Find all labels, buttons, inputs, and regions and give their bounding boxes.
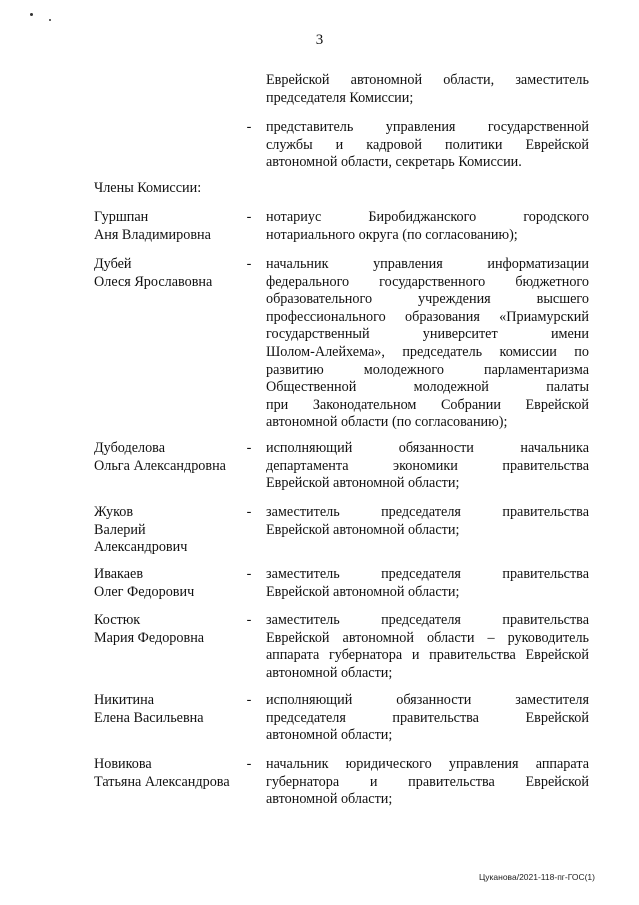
scan-artifact-dot bbox=[30, 13, 33, 16]
entry-dash: - bbox=[246, 504, 252, 520]
entry-dash: - bbox=[246, 756, 252, 772]
member-name: Костюк Мария Федоровна bbox=[94, 612, 205, 646]
member-position: начальник юридического управления аппарата губернатора и правительства Еврейской автономной области; bbox=[266, 756, 589, 808]
page-number: 3 bbox=[315, 32, 324, 48]
member-name: Дубей Олеся Ярославовна bbox=[94, 256, 213, 290]
member-name: Никитина Елена Васильевна bbox=[94, 692, 204, 726]
member-name: Ивакаев Олег Федорович bbox=[94, 566, 195, 600]
scan-artifact-dot bbox=[49, 19, 51, 21]
member-position: заместитель председателя правительства Еврейской автономной области; bbox=[266, 566, 589, 600]
entry-dash: - bbox=[246, 692, 252, 708]
member-position: заместитель председателя правительства Еврейской автономной области; bbox=[266, 504, 589, 538]
member-name: Гуршпан Аня Владимировна bbox=[94, 209, 211, 243]
entry-dash: - bbox=[246, 440, 252, 456]
member-name: Новикова Татьяна Александрова bbox=[94, 756, 230, 790]
entry-description: Еврейской автономной области, заместитель председателя Комиссии; bbox=[266, 72, 589, 106]
entry-dash: - bbox=[246, 209, 252, 225]
entry-dash: - bbox=[246, 566, 252, 582]
member-position: исполняющий обязанности начальника департамента экономики правительства Еврейской автономной области; bbox=[266, 440, 589, 492]
entry-dash: - bbox=[246, 612, 252, 628]
entry-dash: - bbox=[246, 256, 252, 272]
member-position: нотариус Биробиджанского городского нотариального округа (по согласованию); bbox=[266, 209, 589, 243]
member-position: заместитель председателя правительства Еврейской автономной области – руководитель аппарата губернатора и правительства Еврейской автономной области; bbox=[266, 612, 589, 681]
entry-description: представитель управления государственной службы и кадровой политики Еврейской автономной области, секретарь Комиссии. bbox=[266, 119, 589, 171]
member-name: Жуков Валерий Александрович bbox=[94, 504, 188, 556]
members-heading: Члены Комиссии: bbox=[94, 180, 202, 196]
member-position: исполняющий обязанности заместителя председателя правительства Еврейской автономной области; bbox=[266, 692, 589, 744]
member-position: начальник управления информатизации федерального государственного бюджетного образовательного учреждения высшего профессионального образования «Приамурский государственный университет имени Шолом-Алейхема», председатель комиссии по развитию молодежного парламентаризма Общественной молодежной палаты при Законодательном Собрании Еврейской автономной области (по согласованию); bbox=[266, 256, 589, 431]
document-code: Цуканова/2021-118-пг-ГОС(1) bbox=[478, 872, 595, 882]
member-name: Дубоделова Ольга Александровна bbox=[94, 440, 226, 474]
entry-dash: - bbox=[246, 119, 252, 135]
